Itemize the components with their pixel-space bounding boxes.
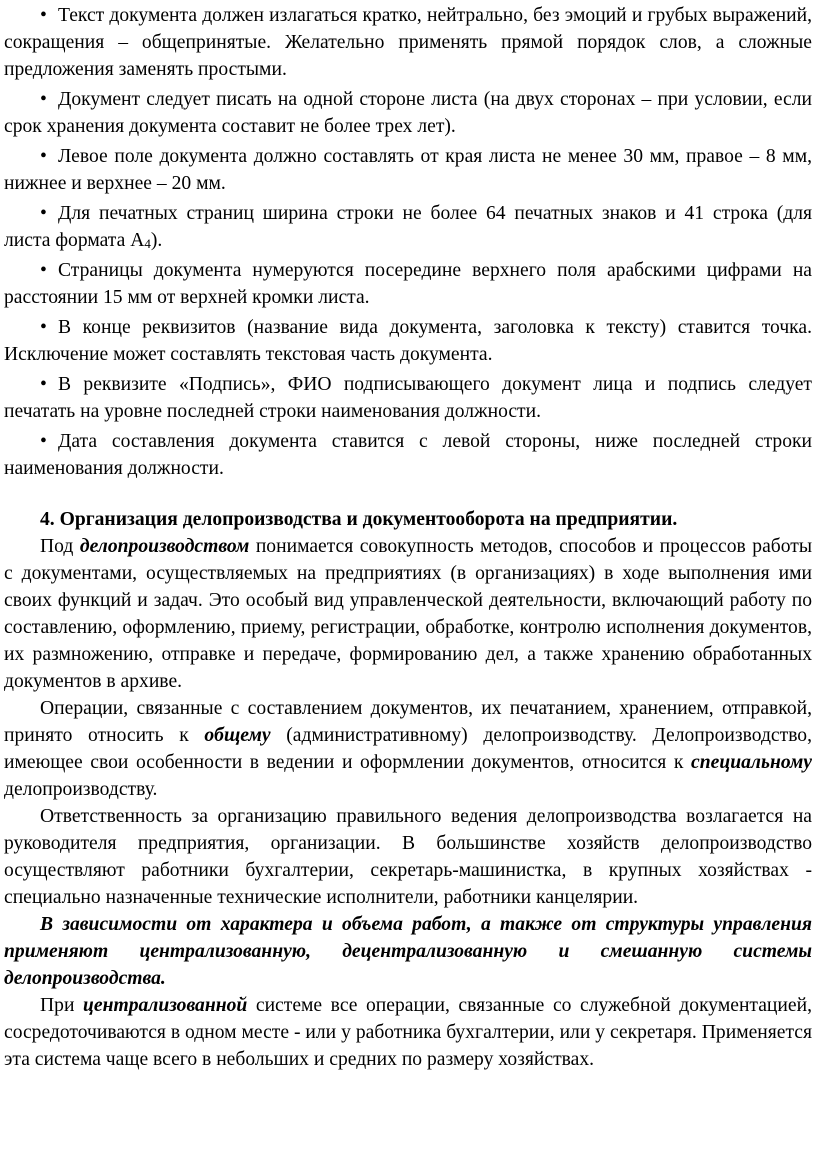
bullet-text: Текст документа должен излагаться кратко, нейтрально, без эмоций и грубых выражений, сокращения – общепринятые. Желательно применять прямой порядок слов, а сложные предложения заменять простыми.	[4, 5, 812, 80]
bullet-text: В реквизите «Подпись», ФИО подписывающего документ лица и подпись следует печатать на уровне последней строки наименования должности.	[4, 374, 812, 422]
bullet-text: Дата составления документа ставится с левой стороны, ниже последней строки наименования должности.	[4, 431, 812, 479]
bullet-icon: •	[40, 374, 47, 395]
bullet-text: Для печатных страниц ширина строки не более 64 печатных знаков и 41 строка (для листа формата А	[4, 203, 812, 251]
bullet-icon: •	[40, 203, 47, 224]
bullet-icon: •	[40, 431, 47, 452]
format-subscript: 4	[144, 236, 151, 251]
paragraph-text: системе все операции, связанные со служебной документацией, сосредоточиваются в одном месте - или у работника бухгалтерии, или у секретаря. Применяется эта система чаще всего в небольших и средних по размеру хозяйствах.	[4, 995, 812, 1070]
bullet-text: В конце реквизитов (название вида документа, заголовка к тексту) ставится точка. Исключение может составлять текстовая часть документа.	[4, 317, 812, 365]
bullet-text: Документ следует писать на одной стороне листа (на двух сторонах – при условии, если срок хранения документа составит не более трех лет).	[4, 89, 812, 137]
bullet-item-signature	[4, 371, 812, 425]
paragraph-definition	[4, 533, 812, 695]
paragraph-text: При	[40, 995, 83, 1016]
bullet-icon: •	[40, 317, 47, 338]
paragraph-text: Под	[40, 536, 80, 557]
bullet-icon: •	[40, 89, 47, 110]
paragraph-centralized	[4, 992, 812, 1073]
term-records-management: делопроизводством	[79, 536, 250, 557]
paragraph-text: (административному) делопроизводству. Делопроизводство, имеющее свои особенности в ведении и оформлении документов, относится к	[4, 725, 813, 773]
bullet-text: Левое поле документа должно составлять от края листа не менее 30 мм, правое – 8 мм, нижнее и верхнее – 20 мм.	[4, 146, 812, 194]
bullet-icon: •	[40, 5, 47, 26]
bullet-item-page-numbers	[4, 257, 812, 311]
bullet-item-date	[4, 428, 812, 482]
bullet-text: Страницы документа нумеруются посередине верхнего поля арабскими цифрами на расстоянии 15 мм от верхней кромки листа.	[4, 260, 812, 308]
bullet-text-end: ).	[150, 230, 163, 251]
bullet-item-margins	[4, 143, 812, 197]
paragraph-text: Операции, связанные с составлением документов, их печатанием, хранением, отправкой, принято относить к	[4, 698, 812, 746]
bullet-icon: •	[40, 146, 47, 167]
bullet-item-one-side	[4, 86, 812, 140]
term-special: специальному	[691, 752, 812, 773]
paragraph-text: делопроизводству.	[4, 779, 158, 800]
paragraph-text: понимается совокупность методов, способов и процессов работы с документами, осуществляемых на предприятиях (в организациях) в ходе выполнения ими своих функций и задач. Это особый вид управленческой деятельности, включающий работу по составлению, оформлению, приему, регистрации, обработке, контролю исполнения документов, их размножению, отправке и передаче, формированию дел, а также хранению обработанных документов в архиве.	[4, 536, 813, 692]
term-general: общему	[204, 725, 271, 746]
bullet-icon: •	[40, 260, 47, 281]
section-heading: 4. Организация делопроизводства и документооборота на предприятии.	[40, 509, 678, 530]
paragraph-operations	[4, 695, 812, 803]
bullet-item-line-width	[4, 200, 812, 254]
bullet-item-style	[4, 2, 812, 83]
term-centralized: централизованной	[83, 995, 248, 1016]
paragraph-responsibility: Ответственность за организацию правильного ведения делопроизводства возлагается на руководителя предприятия, организации. В большинстве хозяйств делопроизводство осуществляют работники бухгалтерии, секретарь-машинистка, в крупных хозяйствах - специально назначенные технические исполнители, работники канцелярии.	[4, 806, 812, 908]
lead-statement: В зависимости от характера и объема работ, а также от структуры управления применяют централизованную, децентрализованную и смешанную системы делопроизводства.	[4, 914, 812, 989]
bullet-item-requisites	[4, 314, 812, 368]
